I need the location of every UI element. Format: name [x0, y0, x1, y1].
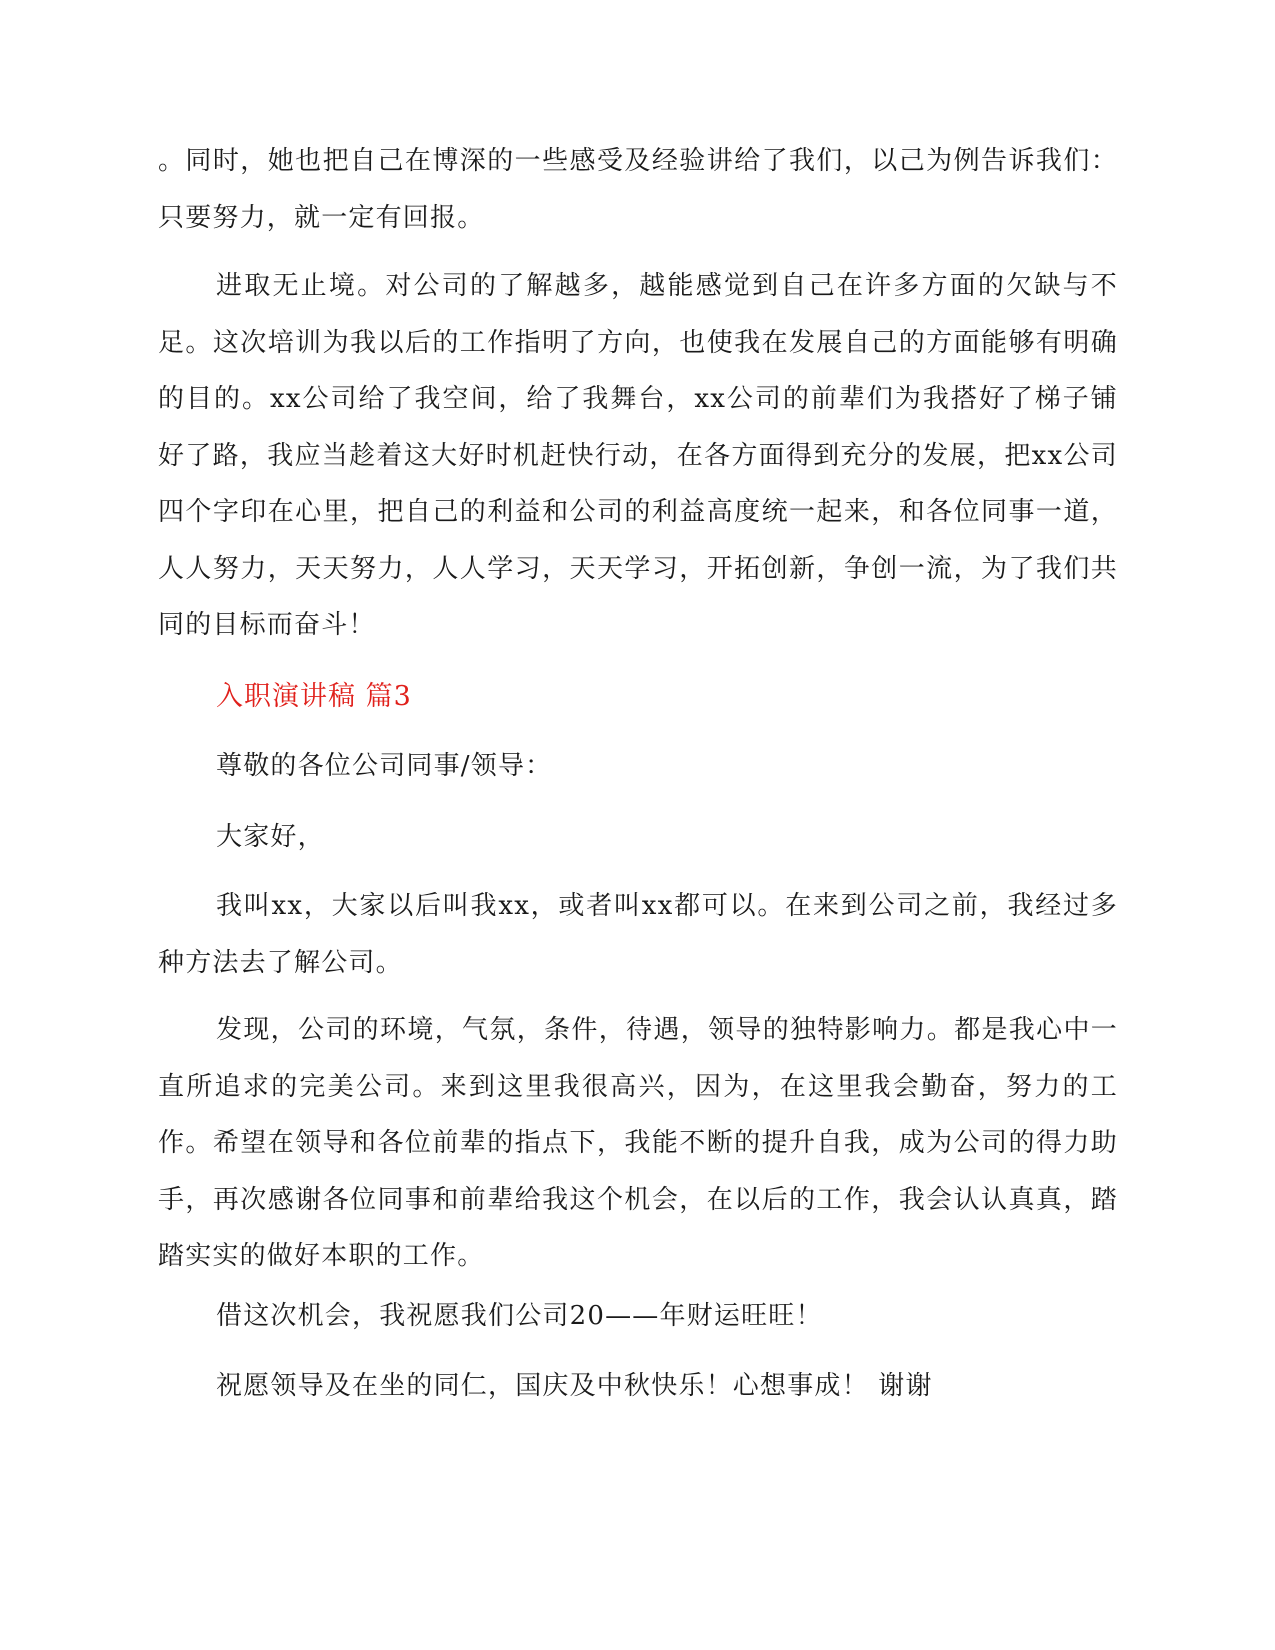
paragraph-closing: 祝愿领导及在坐的同仁，国庆及中秋快乐！心想事成！ 谢谢 — [216, 1371, 933, 1401]
paragraph-progress: 进取无止境。对公司的了解越多，越能感觉到自己在许多方面的欠缺与不足。这次培训为我以后的工作指明了方向，也使我在发展自己的方面能够有明确的目的。xx公司给了我空间，给了我舞台，xx公司的前辈们为我搭好了梯子铺好了路，我应当趁着这大好时机赶快行动，在各方面得到充分的发展，把xx公司四个字印在心里，把自己的利益和公司的利益高度统一起来，和各位同事一道，人人努力，天天努力，人人学习，天天学习，开拓创新，争创一流，为了我们共同的目标而奋斗！ — [158, 271, 1118, 640]
paragraph-greeting-salutation: 尊敬的各位公司同事/领导： — [216, 751, 553, 781]
paragraph-hello: 大家好， — [216, 822, 325, 852]
section-heading: 入职演讲稿 篇3 — [216, 681, 412, 712]
paragraph-introduction: 我叫xx，大家以后叫我xx，或者叫xx都可以。在来到公司之前，我经过多种方法去了解公司。 — [158, 891, 1118, 978]
paragraph-impressions: 发现，公司的环境，气氛，条件，待遇，领导的独特影响力。都是我心中一直所追求的完美公司。来到这里我很高兴，因为，在这里我会勤奋，努力的工作。希望在领导和各位前辈的指点下，我能不断的提升自我，成为公司的得力助手，再次感谢各位同事和前辈给我这个机会，在以后的工作，我会认认真真，踏踏实实的做好本职的工作。 — [158, 1015, 1118, 1271]
paragraph-wishes-company: 借这次机会，我祝愿我们公司20——年财运旺旺！ — [216, 1301, 823, 1331]
paragraph-continuation: 。同时，她也把自己在博深的一些感受及经验讲给了我们，以己为例告诉我们：只要努力，就一定有回报。 — [158, 146, 1118, 233]
